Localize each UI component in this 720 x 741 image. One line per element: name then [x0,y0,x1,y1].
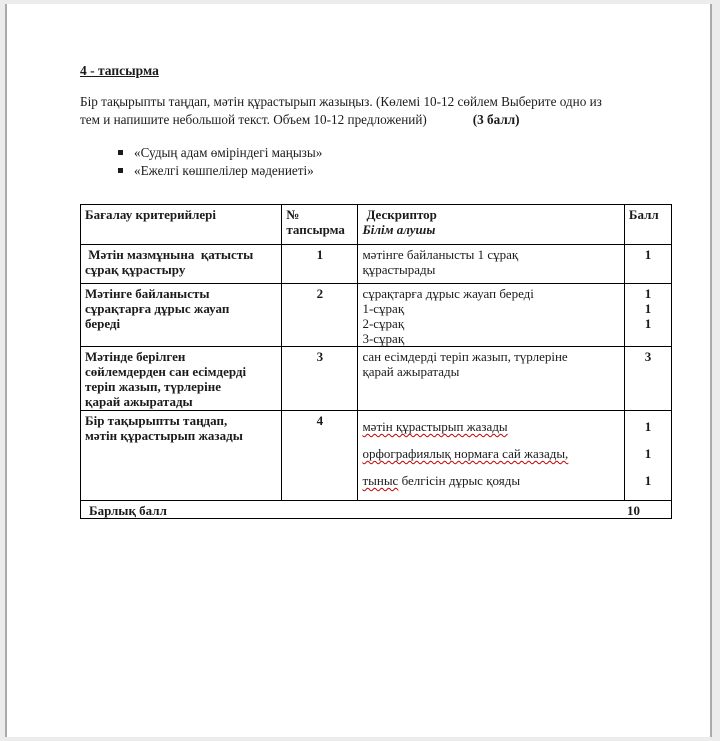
row2-task-no-cell: 2 [282,284,358,347]
list-item [80,144,682,162]
table-row [81,411,672,501]
score-value: 1 [644,419,652,434]
total-value: 10 [627,503,640,518]
intro-text: Бір тақырыпты таңдап, мәтін құрастырып жазыңыз. (Көлемі 10-12 сөйлем Выберите одно из тем и напишите небольшой текст. Объем 10-12 предложений) [80,94,602,127]
row2-descriptor-cell: сұрақтарға дұрыс жауап береді 1-сұрақ 2-сұрақ 3-сұрақ [358,284,624,347]
header-cell-criteria: Бағалау критерийлері [81,205,282,245]
table-row [81,245,672,284]
list-item [80,162,682,180]
descriptor-line-spellchecked: орфографиялық нормаға сай жазады, [362,446,569,461]
row2-score-cell: 1 1 1 [624,284,671,347]
page-content [7,4,710,519]
task-title: 4 - тапсырма [80,63,159,78]
row1-task-no-cell: 1 [282,245,358,284]
score-value: 1 [644,473,652,488]
row4-descriptor-cell [358,411,624,501]
points-label: (3 балл) [472,112,520,127]
table-header-row [81,205,672,245]
descriptor-label: Дескриптор [366,207,437,222]
bullet-square-icon [118,150,123,155]
row4-task-no-cell: 4 [282,411,358,501]
row4-score-cell [624,411,671,501]
row4-criteria-cell: Бір тақырыпты таңдап, мәтін құрастырып жазады [81,411,282,501]
row3-score-cell: 3 [624,347,671,411]
descriptor-line-spellchecked: тыныс белгісін дұрыс қояды [362,473,521,488]
topic-list [80,144,682,180]
intro-paragraph [80,93,682,129]
topic-option-1: «Судың адам өміріндегі маңызы» [134,145,323,160]
table-row [81,347,672,411]
topic-option-2: «Ежелгі көшпелілер мәдениеті» [134,163,314,178]
criteria-table [80,204,672,519]
header-cell-score: Балл [624,205,671,245]
document-page [5,4,712,737]
row3-descriptor-cell: сан есімдерді теріп жазып, түрлеріне қарай ажыратады [358,347,624,411]
row1-criteria-cell: Мәтін мазмұнына қатысты сұрақ құрастыру [81,245,282,284]
row3-criteria-cell: Мәтінде берілген сөйлемдерден сан есімдерді теріп жазып, түрлеріне қарай ажыратады [81,347,282,411]
table-total-row [81,501,672,519]
total-row-cell [81,501,672,519]
header-cell-descriptor [358,205,624,245]
row3-task-no-cell: 3 [282,347,358,411]
score-value: 1 [644,446,652,461]
total-label: Барлық балл [89,503,167,518]
row2-criteria-cell: Мәтінге байланысты сұрақтарға дұрыс жауап береді [81,284,282,347]
bullet-square-icon [118,168,123,173]
row1-score-cell: 1 [624,245,671,284]
row1-descriptor-cell: мәтінге байланысты 1 сұрақ құрастырады [358,245,624,284]
descriptor-sublabel: Білім алушы [362,222,436,237]
table-row [81,284,672,347]
descriptor-line-spellchecked: мәтін құрастырып жазады [362,419,508,434]
header-cell-task-no: № тапсырма [282,205,358,245]
